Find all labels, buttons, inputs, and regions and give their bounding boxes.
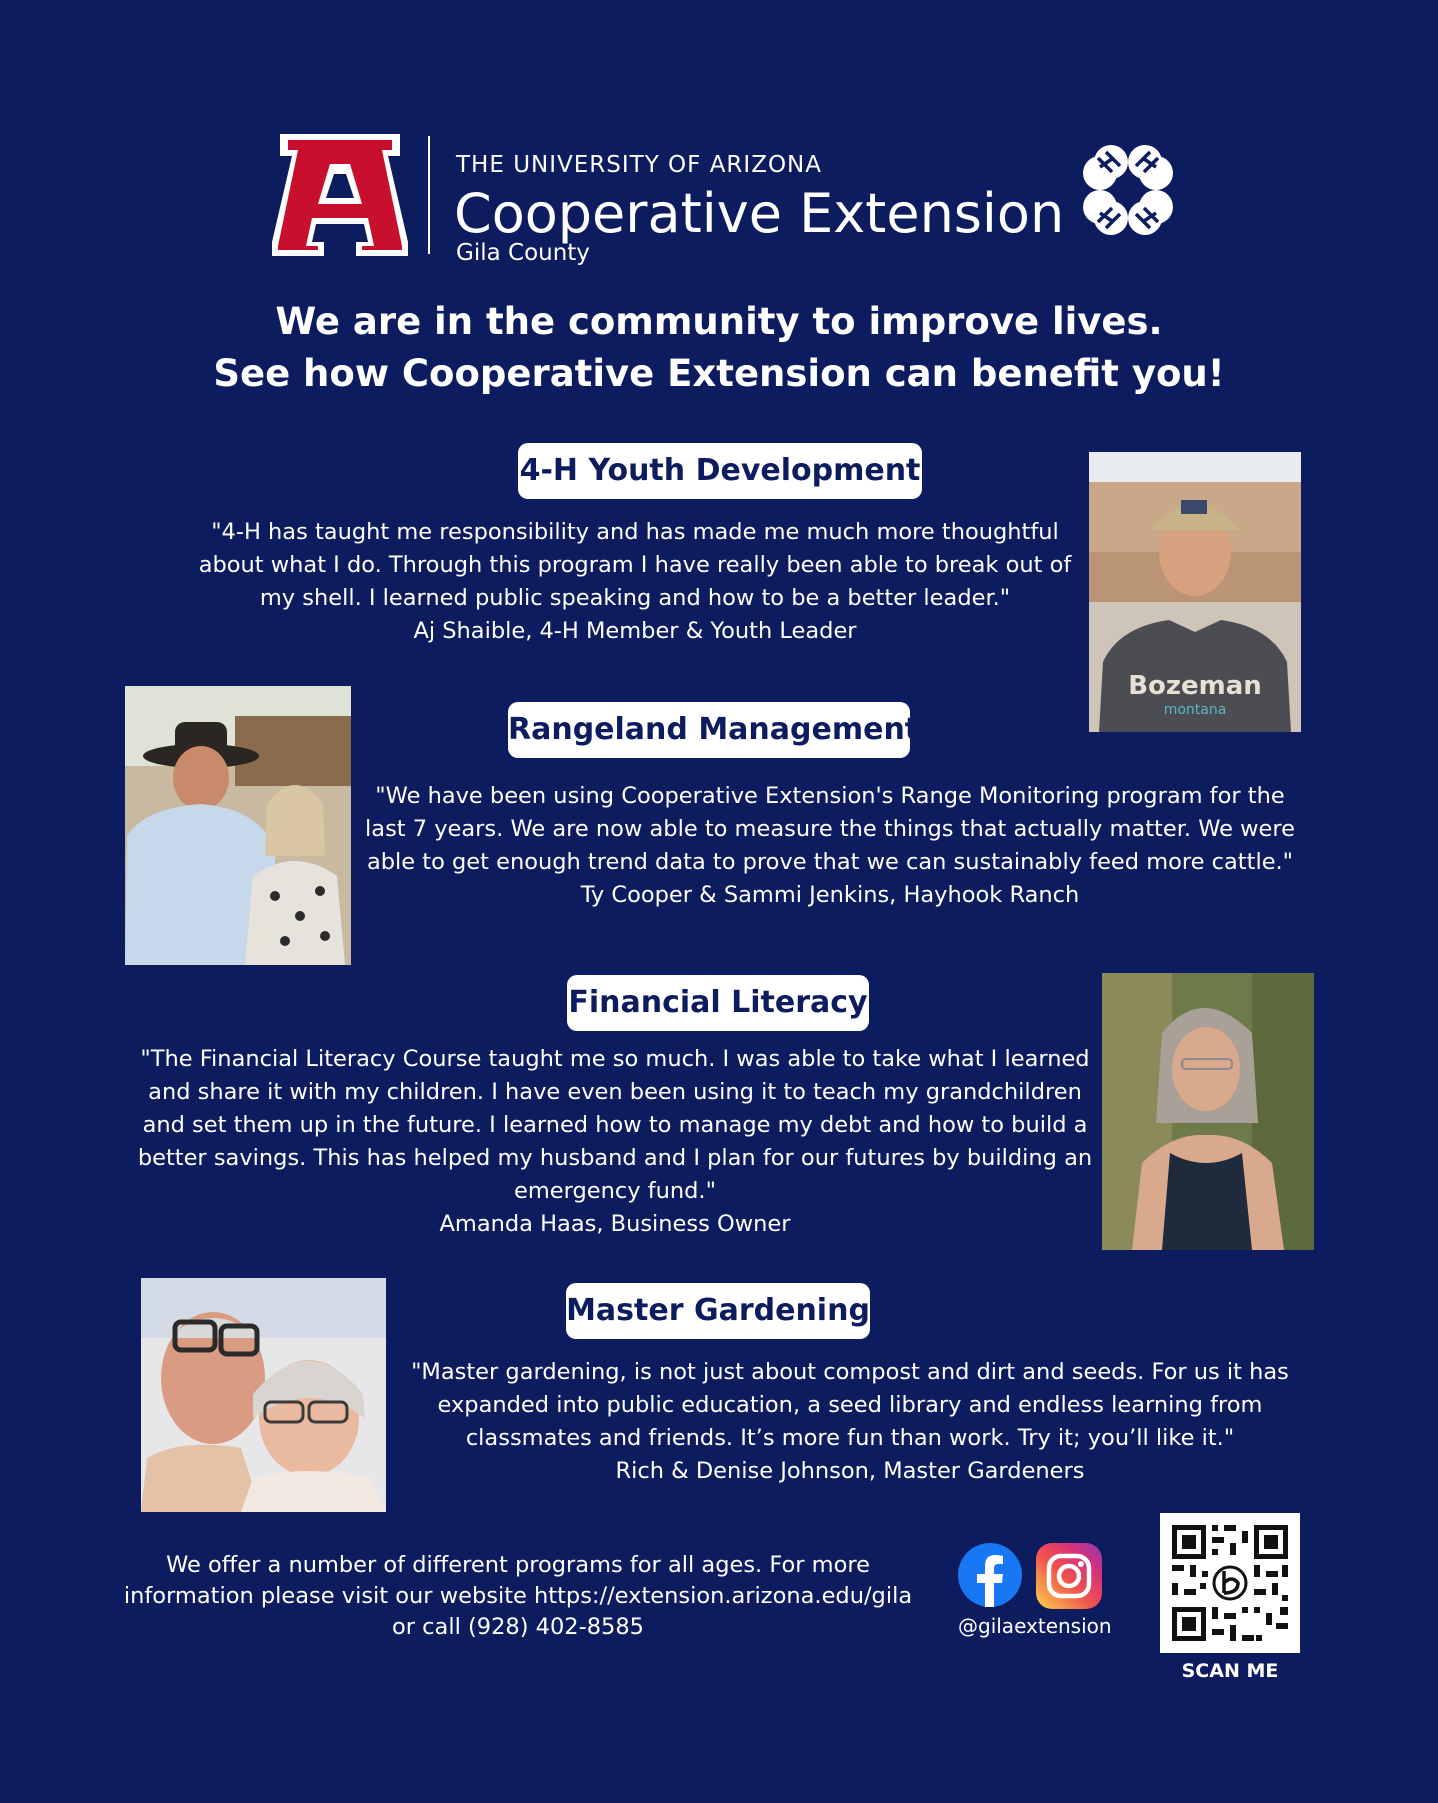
instagram-icon[interactable] bbox=[1036, 1543, 1102, 1609]
university-name: THE UNIVERSITY OF ARIZONA bbox=[456, 152, 822, 178]
quote-line: my shell. I learned public speaking and how to be a better leader." bbox=[259, 585, 1011, 611]
social-handle[interactable]: @gilaextension bbox=[958, 1614, 1112, 1638]
arizona-a-logo bbox=[270, 134, 410, 256]
quote-line: emergency fund." bbox=[514, 1178, 716, 1204]
footer-line-website[interactable]: information please visit our website https://extension.arizona.edu/gila bbox=[123, 1583, 913, 1609]
section-title-financial: Financial Literacy bbox=[567, 975, 869, 1031]
quote-attribution: Amanda Haas, Business Owner bbox=[439, 1211, 791, 1237]
quote-line: "The Financial Literacy Course taught me so much. I was able to take what I learned bbox=[140, 1046, 1090, 1072]
quote-line: "We have been using Cooperative Extension's Range Monitoring program for the bbox=[375, 783, 1285, 809]
four-h-clover-logo bbox=[1078, 140, 1178, 240]
quote-line: last 7 years. We are now able to measure the things that actually matter. We were bbox=[365, 816, 1295, 842]
quote-attribution: Aj Shaible, 4-H Member & Youth Leader bbox=[413, 618, 857, 644]
quote-line: classmates and friends. It’s more fun than work. Try it; you’ll like it." bbox=[465, 1425, 1235, 1451]
footer-info bbox=[118, 1550, 918, 1643]
shirt-text: Bozeman bbox=[1128, 671, 1262, 701]
headline-line-1: We are in the community to improve lives. bbox=[275, 300, 1163, 343]
quote-attribution: Rich & Denise Johnson, Master Gardeners bbox=[615, 1458, 1085, 1484]
quote-line: "4-H has taught me responsibility and has made me much more thoughtful bbox=[211, 519, 1059, 545]
photo-rich-denise-johnson bbox=[141, 1278, 386, 1512]
facebook-icon[interactable] bbox=[958, 1543, 1022, 1607]
section-title-gardening: Master Gardening bbox=[566, 1283, 870, 1339]
section-title-4h: 4-H Youth Development bbox=[518, 443, 922, 499]
section-title-rangeland: Rangeland Management bbox=[508, 702, 910, 758]
quote-line: about what I do. Through this program I have really been able to break out of bbox=[198, 552, 1072, 578]
qr-label: SCAN ME bbox=[1181, 1660, 1279, 1682]
headline-line-2: See how Cooperative Extension can benefit you! bbox=[213, 352, 1225, 395]
quote-line: "Master gardening, is not just about compost and dirt and seeds. For us it has bbox=[411, 1359, 1289, 1385]
qr-code[interactable] bbox=[1160, 1513, 1300, 1653]
quote-rangeland bbox=[350, 780, 1310, 912]
quote-line: and share it with my children. I have even been using it to teach my grandchildren bbox=[148, 1079, 1082, 1105]
quote-line: able to get enough trend data to prove that we can sustainably feed more cattle." bbox=[366, 849, 1294, 875]
footer-line: We offer a number of different programs for all ages. For more bbox=[166, 1552, 870, 1578]
quote-4h bbox=[190, 516, 1080, 648]
quote-financial bbox=[120, 1043, 1110, 1241]
county-name: Gila County bbox=[456, 240, 590, 266]
quote-line: and set them up in the future. I learned how to manage my debt and how to build a bbox=[142, 1112, 1088, 1138]
quote-line: expanded into public education, a seed library and endless learning from bbox=[437, 1392, 1263, 1418]
photo-aj-shaible bbox=[1089, 452, 1301, 732]
organization-name: Cooperative Extension bbox=[454, 182, 1065, 245]
photo-amanda-haas bbox=[1102, 973, 1314, 1250]
footer-line-phone[interactable]: or call (928) 402-8585 bbox=[392, 1614, 644, 1640]
quote-gardening bbox=[400, 1356, 1300, 1488]
quote-line: better savings. This has helped my husband and I plan for our futures by building an bbox=[137, 1145, 1093, 1171]
photo-cooper-jenkins bbox=[125, 686, 351, 965]
header-divider bbox=[428, 136, 430, 254]
quote-attribution: Ty Cooper & Sammi Jenkins, Hayhook Ranch bbox=[580, 882, 1080, 908]
shirt-subtext: montana bbox=[1163, 702, 1227, 718]
